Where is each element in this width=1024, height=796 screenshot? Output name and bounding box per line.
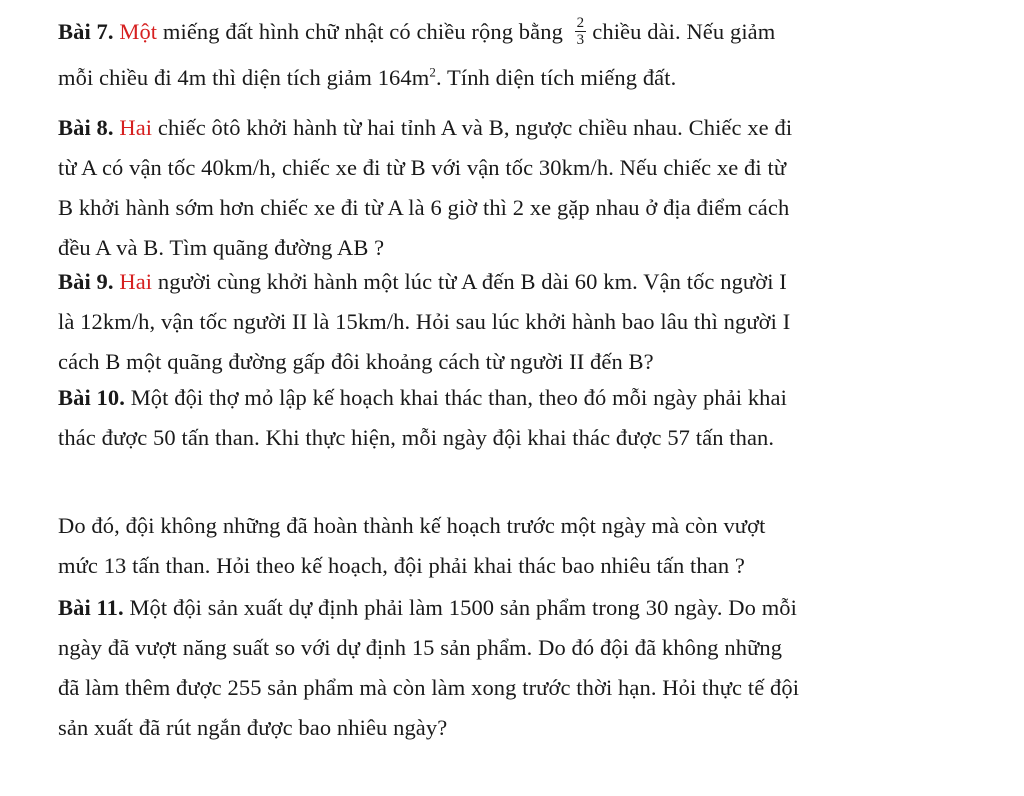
problem-8-line-3: B khởi hành sớm hơn chiếc xe đi từ A là 6 giờ thì 2 xe gặp nhau ở địa điểm cách bbox=[58, 195, 790, 220]
problem-11-line-3: đã làm thêm được 255 sản phẩm mà còn làm xong trước thời hạn. Hỏi thực tế đội bbox=[58, 675, 800, 700]
text-segment: người cùng khởi hành một lúc từ A đến B dài 60 km. Vận tốc người I bbox=[152, 269, 787, 294]
problem-8-line-1 bbox=[58, 108, 962, 148]
problem-11-line-2: ngày đã vượt năng suất so với dự định 15 sản phẩm. Do đó đội đã không những bbox=[58, 635, 783, 660]
problem-8 bbox=[58, 108, 962, 268]
problem-9-line-1 bbox=[58, 262, 962, 302]
fraction-two-thirds bbox=[575, 15, 587, 48]
problem-11-line-1 bbox=[58, 588, 962, 628]
problem-7-line-1 bbox=[58, 12, 962, 52]
fraction-numerator: 2 bbox=[576, 15, 585, 32]
fraction-denominator: 3 bbox=[576, 32, 585, 49]
superscript: 2 bbox=[429, 64, 436, 80]
problem-label: Bài 7. bbox=[58, 19, 114, 44]
problem-9 bbox=[58, 262, 962, 382]
problem-10-line-3: Do đó, đội không những đã hoàn thành kế hoạch trước một ngày mà còn vượt bbox=[58, 513, 766, 538]
problem-label: Bài 11. bbox=[58, 595, 124, 620]
problem-10-line-4: mức 13 tấn than. Hỏi theo kế hoạch, đội phải khai thác bao nhiêu tấn than ? bbox=[58, 553, 745, 578]
text-segment: mỗi chiều đi 4m thì diện tích giảm 164m bbox=[58, 65, 430, 90]
problem-8-line-2: từ A có vận tốc 40km/h, chiếc xe đi từ B với vận tốc 30km/h. Nếu chiếc xe đi từ bbox=[58, 155, 787, 180]
problem-10-line-1 bbox=[58, 378, 962, 418]
highlighted-first-word: Một bbox=[119, 19, 158, 44]
problem-9-line-3: cách B một quãng đường gấp đôi khoảng cách từ người II đến B? bbox=[58, 349, 654, 374]
problem-11 bbox=[58, 588, 962, 748]
highlighted-first-word: Hai bbox=[119, 269, 153, 294]
problem-label: Bài 10. bbox=[58, 385, 125, 410]
problem-label: Bài 8. bbox=[58, 115, 114, 140]
text-segment: miếng đất hình chữ nhật có chiều rộng bằng bbox=[157, 19, 563, 44]
text-segment: Một đội thợ mỏ lập kế hoạch khai thác than, theo đó mỗi ngày phải khai bbox=[124, 385, 787, 410]
problem-7-line-2 bbox=[58, 58, 962, 98]
problem-9-line-2: là 12km/h, vận tốc người II là 15km/h. Hỏi sau lúc khởi hành bao lâu thì người I bbox=[58, 309, 791, 334]
problem-11-line-4: sản xuất đã rút ngắn được bao nhiêu ngày? bbox=[58, 715, 448, 740]
text-segment: Một đội sản xuất dự định phải làm 1500 sản phẩm trong 30 ngày. Do mỗi bbox=[123, 595, 798, 620]
text-segment: chiếc ôtô khởi hành từ hai tỉnh A và B, ngược chiều nhau. Chiếc xe đi bbox=[152, 115, 793, 140]
problem-10-line-2: thác được 50 tấn than. Khi thực hiện, mỗi ngày đội khai thác được 57 tấn than. bbox=[58, 425, 775, 450]
text-segment: . Tính diện tích miếng đất. bbox=[435, 65, 677, 90]
problem-10 bbox=[58, 378, 962, 586]
problem-label: Bài 9. bbox=[58, 269, 114, 294]
problem-7 bbox=[58, 12, 962, 98]
highlighted-first-word: Hai bbox=[119, 115, 153, 140]
text-segment: chiều dài. Nếu giảm bbox=[592, 19, 776, 44]
problem-8-line-4: đều A và B. Tìm quãng đường AB ? bbox=[58, 235, 385, 260]
